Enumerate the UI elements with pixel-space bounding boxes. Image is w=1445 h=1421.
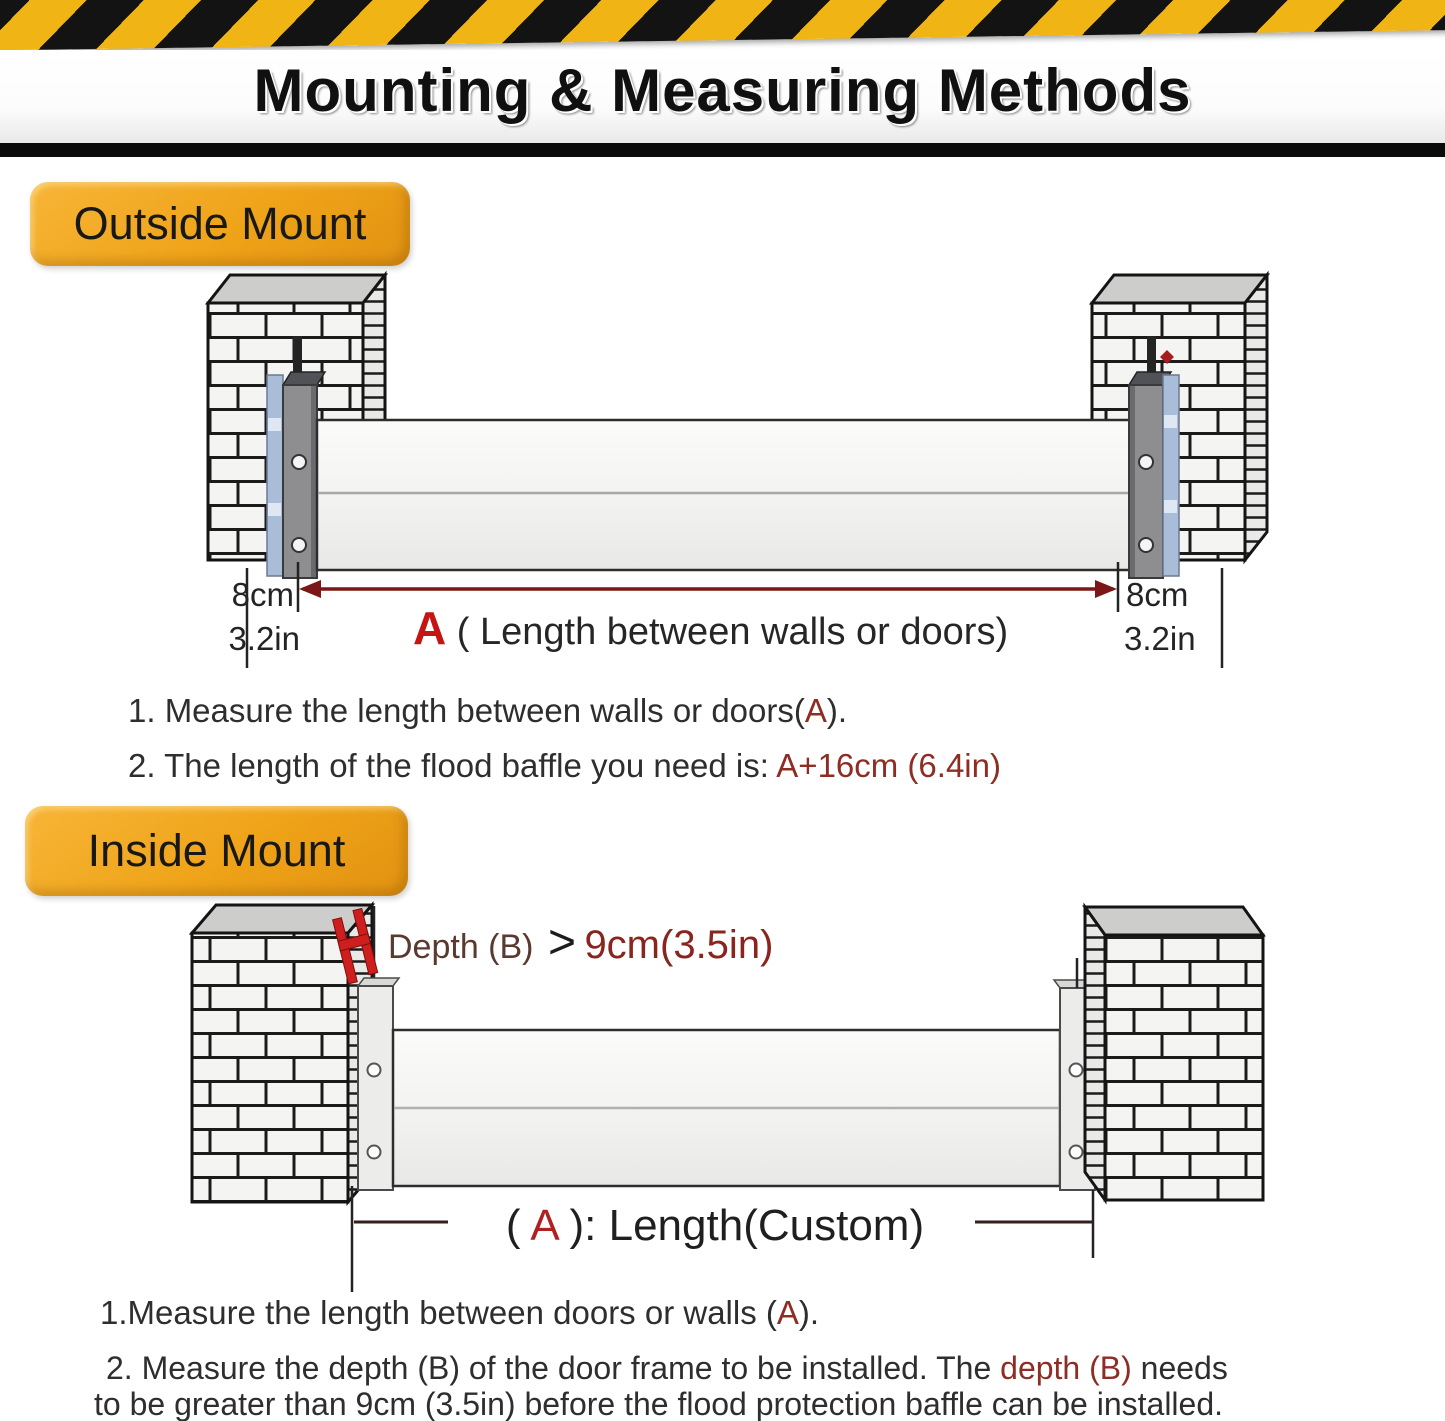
screw-hole xyxy=(1070,1146,1083,1159)
pillar-front-face xyxy=(192,933,348,1202)
bracket-channel-edge xyxy=(311,386,316,577)
dim-label-left-in: 3.2in xyxy=(228,620,300,657)
pillar-top-face xyxy=(1092,275,1267,303)
seal-strip-blue xyxy=(1163,375,1179,576)
arrowhead-left xyxy=(299,580,321,598)
screw-hole xyxy=(368,1064,381,1077)
step-text: 2. The length of the flood baffle you need is: xyxy=(128,747,777,784)
outside-mount-badge-label: Outside Mount xyxy=(73,198,367,249)
dim-label-span-text: ( Length between walls or doors) xyxy=(456,611,1009,653)
depth-label-value: 9cm(3.5in) xyxy=(584,923,774,967)
step-highlight: A xyxy=(776,1294,799,1331)
seal-strip-highlight xyxy=(268,503,281,516)
dim-label-a: A xyxy=(530,1201,558,1250)
outside-mount-instructions xyxy=(128,692,1001,802)
depth-label-gt: > xyxy=(547,916,576,969)
step-text: to be greater than 9cm (3.5in) before the flood protection baffle can be installed. xyxy=(94,1386,1224,1421)
step-text: 1. Measure the length between walls or doors( xyxy=(128,692,805,729)
depth-label xyxy=(388,916,773,969)
mounting-bracket-right xyxy=(1129,336,1179,578)
arrowhead-right xyxy=(1095,580,1117,598)
pillar-side-face xyxy=(1085,907,1105,1200)
inside-mount-instruction-step xyxy=(94,1386,1223,1421)
pillar-top-face xyxy=(1085,907,1263,935)
screw-hole xyxy=(292,538,306,552)
screw-hole xyxy=(292,455,306,469)
depth-label-text: Depth (B) xyxy=(388,928,534,966)
inside-mount-badge-label: Inside Mount xyxy=(87,825,346,876)
flood-baffle-panel xyxy=(393,1030,1060,1186)
outside-mount-diagram xyxy=(208,275,1267,668)
inside-mount-instruction-step xyxy=(100,1294,819,1332)
pillar-front-face xyxy=(1105,935,1263,1200)
dimension-outside xyxy=(228,562,1222,668)
bracket-channel-edge xyxy=(1130,386,1135,577)
step-text: 2. Measure the depth (B) of the door frame to be installed. The xyxy=(106,1350,1001,1386)
step-text: needs xyxy=(1131,1350,1228,1386)
screw-hole xyxy=(1139,538,1153,552)
seal-strip-highlight xyxy=(1164,415,1177,428)
flood-baffle-panel xyxy=(317,420,1130,570)
step-highlight: A+16cm (6.4in) xyxy=(776,747,1001,784)
seal-strip-highlight xyxy=(268,418,281,431)
baffle-boards xyxy=(317,420,1130,570)
instruction-step xyxy=(128,692,1001,730)
screw-hole xyxy=(1070,1064,1083,1077)
pillar-top-face xyxy=(208,275,385,303)
dim-label-rest: ): Length(Custom) xyxy=(569,1201,925,1250)
inside-mount-instruction-step xyxy=(106,1350,1228,1387)
step-text: ). xyxy=(826,692,848,729)
bracket-top-face xyxy=(283,372,325,385)
dimension-inside xyxy=(352,1186,1093,1292)
plate-top-face xyxy=(358,978,399,986)
step-text: 1.Measure the length between doors or walls ( xyxy=(100,1294,777,1331)
page-title: Mounting & Measuring Methods xyxy=(253,57,1192,124)
instruction-step xyxy=(128,747,1001,785)
screw-hole xyxy=(368,1146,381,1159)
seal-strip-blue xyxy=(267,375,283,576)
screw-hole xyxy=(1139,455,1153,469)
plate-body xyxy=(358,986,393,1190)
dim-label-length xyxy=(506,1201,924,1250)
dim-label-left-cm: 8cm xyxy=(231,576,294,613)
pillar-side-face xyxy=(1245,275,1267,560)
dim-label-span-a: A xyxy=(413,602,447,654)
seal-strip-highlight xyxy=(1164,500,1177,513)
dim-label-open: ( xyxy=(505,1201,521,1250)
step-highlight: depth (B) xyxy=(1000,1350,1132,1386)
inside-mount-diagram xyxy=(192,905,1263,1292)
pillar-top-face xyxy=(192,905,372,933)
dim-label-right-cm: 8cm xyxy=(1126,576,1189,613)
dim-label-right-in: 3.2in xyxy=(1124,620,1196,657)
step-highlight: A xyxy=(804,692,827,729)
brick-pillar-right xyxy=(1077,907,1263,1200)
step-text: ). xyxy=(798,1294,820,1331)
dim-label-span xyxy=(413,602,1008,654)
